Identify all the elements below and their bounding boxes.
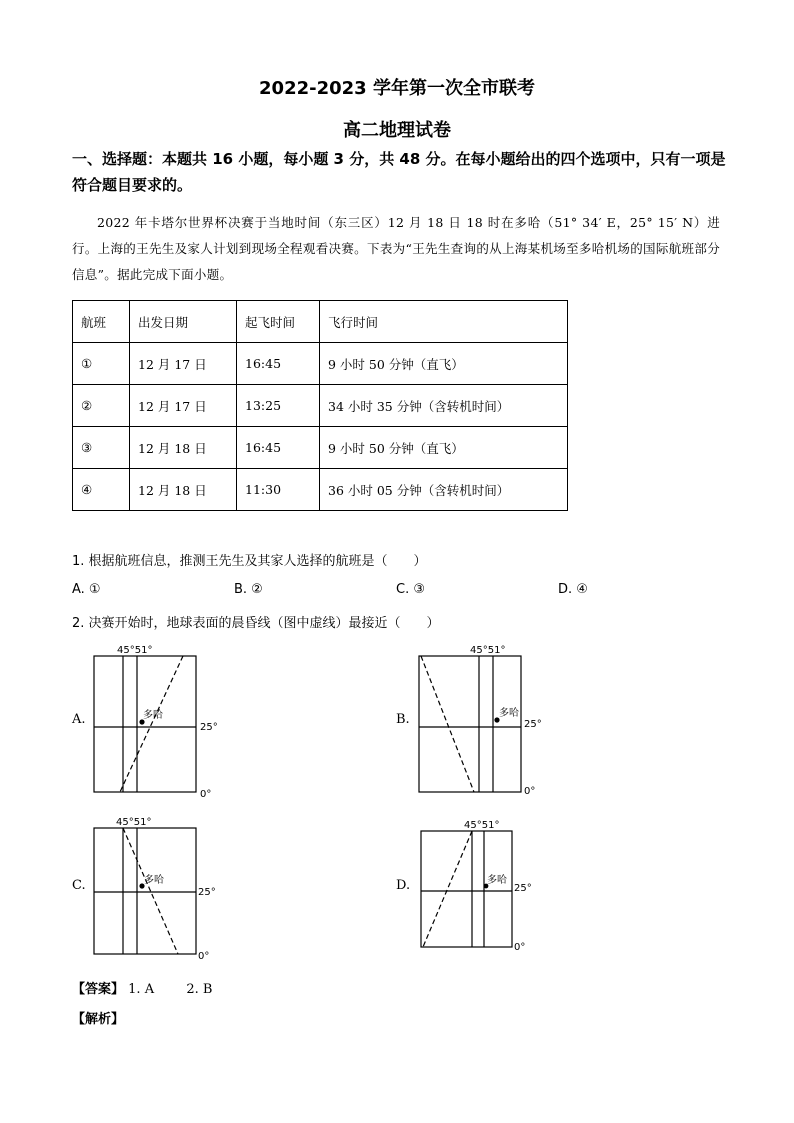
table-cell: 12 月 18 日: [130, 469, 237, 511]
equator-label: 0°: [198, 951, 210, 962]
city-label: 多哈: [144, 875, 164, 886]
terminator-line: [123, 828, 178, 954]
flight-table: [72, 300, 568, 511]
table-cell: 11:30: [237, 469, 320, 511]
header-cell: 飞行时间: [320, 301, 568, 343]
question-1-stem: 1. 根据航班信息，推测王先生及其家人选择的航班是（ ）: [72, 554, 427, 569]
lat-25-label: 25°: [514, 883, 532, 894]
diagram-c[interactable]: [86, 812, 226, 962]
header-cell: 航班: [73, 301, 130, 343]
table-row: [73, 469, 568, 511]
longitude-label: 45°51°: [116, 817, 152, 828]
table-cell: 12 月 17 日: [130, 343, 237, 385]
table-row: [73, 343, 568, 385]
lat-25-label: 25°: [200, 722, 218, 733]
terminator-line: [423, 831, 472, 947]
analysis-label: 【解析】: [72, 1012, 125, 1027]
section-heading: 一、选择题：本题共 16 小题，每小题 3 分，共 48 分。在每小题给出的四个选项中，只有一项是符合题目要求的。: [72, 150, 726, 194]
map-frame: [421, 831, 512, 947]
table-row: [73, 427, 568, 469]
question-2-stem: 2. 决赛开始时，地球表面的晨昏线（图中虚线）最接近（ ）: [72, 616, 440, 631]
answer-2: 2. B: [186, 982, 213, 997]
answer-1: 1. A: [128, 982, 155, 997]
table-cell: 34 小时 35 分钟（含转机时间）: [320, 385, 568, 427]
equator-label: 0°: [514, 942, 526, 953]
q2-option-b-label[interactable]: B.: [396, 712, 410, 727]
q1-option-d[interactable]: D. ④: [558, 582, 588, 597]
terminator-line: [421, 656, 474, 792]
table-cell: ②: [73, 385, 130, 427]
q2-option-d-label[interactable]: D.: [396, 878, 411, 893]
equator-label: 0°: [524, 786, 536, 797]
city-label: 多哈: [499, 708, 519, 719]
table-header-row: [73, 301, 568, 343]
table-cell: 12 月 18 日: [130, 427, 237, 469]
table-row: [73, 385, 568, 427]
city-label: 多哈: [143, 710, 163, 721]
longitude-label: 45°51°: [470, 645, 506, 656]
diagram-d[interactable]: [410, 812, 560, 956]
q1-option-c[interactable]: C. ③: [396, 582, 425, 597]
table-cell: 13:25: [237, 385, 320, 427]
passage-text: 2022 年卡塔尔世界杯决赛于当地时间（东三区）12 月 18 日 18 时在多哈（51° 34′ E，25° 15′ N）进行。上海的王先生及家人计划到现场全程观看决赛。下表为“王先生查询的从上海某机场至多哈机场的国际航班部分信息”。据此完成下面小题。: [72, 215, 720, 282]
table-cell: ③: [73, 427, 130, 469]
table-cell: ①: [73, 343, 130, 385]
longitude-label: 45°51°: [464, 820, 500, 831]
q1-option-a[interactable]: A. ①: [72, 582, 101, 597]
q2-option-a-label[interactable]: A.: [72, 712, 86, 727]
diagram-b[interactable]: [410, 640, 560, 802]
exam-title: 2022-2023 学年第一次全市联考: [259, 78, 535, 99]
table-cell: 16:45: [237, 343, 320, 385]
table-cell: 36 小时 05 分钟（含转机时间）: [320, 469, 568, 511]
header-cell: 起飞时间: [237, 301, 320, 343]
header-cell: 出发日期: [130, 301, 237, 343]
table-cell: ④: [73, 469, 130, 511]
table-cell: 9 小时 50 分钟（直飞）: [320, 343, 568, 385]
lat-25-label: 25°: [524, 719, 542, 730]
map-frame: [94, 656, 196, 792]
longitude-label: 45°51°: [117, 645, 153, 656]
q2-option-c-label[interactable]: C.: [72, 878, 86, 893]
map-frame: [94, 828, 196, 954]
answer-label: 【答案】: [72, 982, 125, 997]
equator-label: 0°: [200, 789, 212, 800]
paper-subtitle: 高二地理试卷: [343, 120, 451, 141]
lat-25-label: 25°: [198, 887, 216, 898]
city-label: 多哈: [487, 875, 507, 886]
q1-option-b[interactable]: B. ②: [234, 582, 263, 597]
table-cell: 12 月 17 日: [130, 385, 237, 427]
table-cell: 9 小时 50 分钟（直飞）: [320, 427, 568, 469]
analysis-line: [72, 1008, 124, 1027]
map-frame: [419, 656, 521, 792]
answer-line: [72, 978, 212, 997]
terminator-line: [120, 656, 183, 792]
diagram-a[interactable]: [86, 640, 226, 802]
table-cell: 16:45: [237, 427, 320, 469]
